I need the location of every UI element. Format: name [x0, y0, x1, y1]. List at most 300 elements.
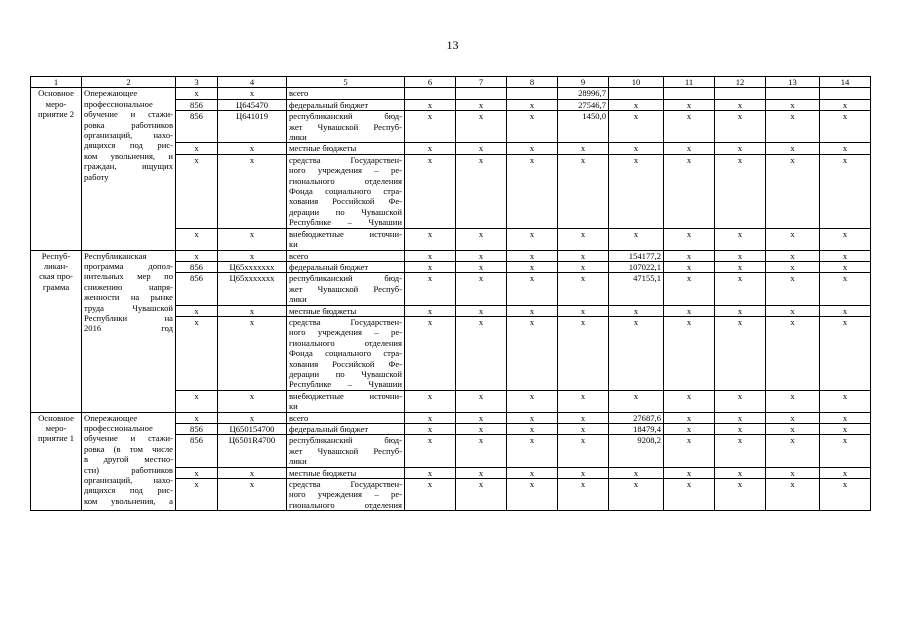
- program-description-cell: [82, 412, 176, 511]
- value-cell-col-7: х: [456, 228, 507, 250]
- funding-source-cell-line: Фонда социального стра-: [289, 186, 402, 197]
- program-description-cell-line: нительных мер по: [84, 271, 173, 282]
- funding-source-cell-line: федеральный бюджет: [289, 99, 369, 110]
- budget-code-cell: Ц6501R4700: [218, 435, 287, 467]
- funding-source-cell-line: ного учреждения – ре-: [289, 165, 402, 176]
- value-cell-col-11: х: [664, 154, 715, 228]
- program-description-cell-line: в другой местно-: [84, 454, 173, 465]
- value-cell-col-6: х: [405, 261, 456, 272]
- value-cell-col-8: х: [507, 99, 558, 110]
- value-cell-col-12: х: [715, 154, 766, 228]
- value-cell-col-9: 27546,7: [558, 99, 609, 110]
- value-cell-col-14: х: [820, 412, 871, 423]
- value-cell-col-14: х: [820, 305, 871, 316]
- program-name-cell: [31, 412, 82, 511]
- ministry-code-cell: х: [176, 228, 218, 250]
- value-cell-col-11: х: [664, 316, 715, 390]
- value-cell-col-7: х: [456, 261, 507, 272]
- column-number-11: 11: [664, 77, 715, 88]
- funding-source-cell-line: лики: [289, 294, 307, 305]
- program-name-cell-line: ликан-: [43, 260, 69, 271]
- program-description-cell-line: работу: [84, 171, 109, 182]
- column-number-14: 14: [820, 77, 871, 88]
- column-number-row: [31, 77, 871, 88]
- budget-code-cell: х: [218, 143, 287, 154]
- column-number-13: 13: [766, 77, 820, 88]
- value-cell-col-11: х: [664, 250, 715, 261]
- funding-source-cell-line: лики: [289, 456, 307, 467]
- program-name-cell-line: грамма: [42, 281, 70, 292]
- value-cell-col-8: х: [507, 305, 558, 316]
- funding-source-cell-line: внебюджетные источни-: [289, 228, 402, 239]
- value-cell-col-13: х: [766, 111, 820, 143]
- value-cell-col-9: х: [558, 228, 609, 250]
- value-cell-col-13: [766, 88, 820, 99]
- ministry-code-cell: х: [176, 88, 218, 99]
- value-cell-col-11: х: [664, 111, 715, 143]
- value-cell-col-14: х: [820, 228, 871, 250]
- value-cell-col-12: х: [715, 467, 766, 478]
- column-number-8: 8: [507, 77, 558, 88]
- value-cell-col-13: х: [766, 305, 820, 316]
- value-cell-col-13: х: [766, 435, 820, 467]
- column-number-1: 1: [31, 77, 82, 88]
- value-cell-col-7: [456, 88, 507, 99]
- value-cell-col-10: х: [609, 467, 664, 478]
- value-cell-col-6: х: [405, 250, 456, 261]
- funding-source-cell-line: всего: [289, 88, 309, 99]
- program-description-cell-line: программа допол-: [84, 260, 173, 271]
- value-cell-col-6: х: [405, 99, 456, 110]
- budget-code-cell: Ц645470: [218, 99, 287, 110]
- value-cell-col-8: [507, 88, 558, 99]
- value-cell-col-10: 18479,4: [609, 424, 664, 435]
- ministry-code-cell: 856: [176, 273, 218, 305]
- value-cell-col-14: х: [820, 390, 871, 412]
- program-description-cell-line: обучение и стажи-: [84, 433, 173, 444]
- value-cell-col-12: х: [715, 412, 766, 423]
- budget-code-cell: х: [218, 479, 287, 511]
- value-cell-col-13: х: [766, 316, 820, 390]
- funding-source-cell: [287, 88, 405, 99]
- value-cell-col-10: х: [609, 143, 664, 154]
- value-cell-col-12: х: [715, 390, 766, 412]
- value-cell-col-9: х: [558, 261, 609, 272]
- value-cell-col-13: х: [766, 424, 820, 435]
- ministry-code-cell: х: [176, 250, 218, 261]
- funding-source-cell: [287, 316, 405, 390]
- funding-source-cell-line: республиканский бюд-: [289, 435, 402, 446]
- value-cell-col-11: х: [664, 99, 715, 110]
- ministry-code-cell: х: [176, 305, 218, 316]
- funding-source-cell: [287, 479, 405, 511]
- column-number-2: 2: [82, 77, 176, 88]
- value-cell-col-6: х: [405, 143, 456, 154]
- value-cell-col-7: х: [456, 479, 507, 511]
- budget-code-cell: х: [218, 250, 287, 261]
- program-description-cell-line: ровка (в том числе: [84, 443, 173, 454]
- value-cell-col-6: х: [405, 435, 456, 467]
- value-cell-col-9: х: [558, 412, 609, 423]
- value-cell-col-7: х: [456, 154, 507, 228]
- value-cell-col-7: х: [456, 316, 507, 390]
- funding-source-cell: [287, 390, 405, 412]
- funding-source-cell: [287, 424, 405, 435]
- ministry-code-cell: 856: [176, 261, 218, 272]
- program-description-cell-line: дящихся под рис-: [84, 140, 173, 151]
- value-cell-col-8: х: [507, 390, 558, 412]
- program-description-cell-line: ком увольнения, и: [84, 150, 173, 161]
- value-cell-col-7: х: [456, 99, 507, 110]
- value-cell-col-12: х: [715, 435, 766, 467]
- value-cell-col-14: х: [820, 435, 871, 467]
- value-cell-col-13: х: [766, 390, 820, 412]
- funding-source-cell-line: внебюджетные источни-: [289, 390, 402, 401]
- value-cell-col-9: х: [558, 316, 609, 390]
- value-cell-col-13: х: [766, 479, 820, 511]
- table-row: [31, 88, 871, 99]
- budget-code-cell: х: [218, 305, 287, 316]
- program-name-cell-line: Респуб-: [41, 250, 71, 261]
- program-description-cell-line: снижению напря-: [84, 281, 173, 292]
- value-cell-col-9: х: [558, 390, 609, 412]
- value-cell-col-6: х: [405, 479, 456, 511]
- value-cell-col-10: х: [609, 99, 664, 110]
- funding-source-cell-line: гионального отделения: [289, 499, 402, 510]
- program-description-cell-line: 2016 год: [84, 323, 173, 334]
- funding-source-cell-line: Фонда социального стра-: [289, 348, 402, 359]
- value-cell-col-12: х: [715, 111, 766, 143]
- value-cell-col-6: х: [405, 316, 456, 390]
- table-row: [31, 412, 871, 423]
- value-cell-col-6: х: [405, 467, 456, 478]
- value-cell-col-10: х: [609, 111, 664, 143]
- value-cell-col-8: х: [507, 154, 558, 228]
- ministry-code-cell: х: [176, 412, 218, 423]
- column-number-6: 6: [405, 77, 456, 88]
- funding-source-cell-line: ного учреждения – ре-: [289, 489, 402, 500]
- value-cell-col-9: х: [558, 250, 609, 261]
- value-cell-col-13: х: [766, 250, 820, 261]
- program-name-cell-line: приятие 2: [37, 109, 75, 120]
- value-cell-col-8: х: [507, 412, 558, 423]
- funding-source-cell-line: дерации по Чувашской: [289, 206, 402, 217]
- funding-source-cell-line: Республике – Чувашии: [289, 379, 402, 390]
- value-cell-col-10: х: [609, 479, 664, 511]
- program-description-cell-line: Республики на: [84, 312, 173, 323]
- column-number-3: 3: [176, 77, 218, 88]
- value-cell-col-10: 154177,2: [609, 250, 664, 261]
- program-description-cell-line: Опережающее: [84, 88, 138, 99]
- funding-source-cell-line: средства Государствен-: [289, 479, 402, 490]
- value-cell-col-6: х: [405, 305, 456, 316]
- column-number-12: 12: [715, 77, 766, 88]
- value-cell-col-14: х: [820, 143, 871, 154]
- value-cell-col-10: х: [609, 390, 664, 412]
- funding-source-cell-line: гионального отделения: [289, 337, 402, 348]
- funding-source-cell-line: всего: [289, 250, 309, 261]
- value-cell-col-14: х: [820, 316, 871, 390]
- funding-source-cell-line: жет Чувашской Респуб-: [289, 283, 402, 294]
- column-number-5: 5: [287, 77, 405, 88]
- funding-source-cell: [287, 305, 405, 316]
- funding-source-cell-line: гионального отделения: [289, 175, 402, 186]
- budget-code-cell: Ц641019: [218, 111, 287, 143]
- value-cell-col-7: х: [456, 111, 507, 143]
- value-cell-col-7: х: [456, 273, 507, 305]
- value-cell-col-14: х: [820, 154, 871, 228]
- value-cell-col-6: х: [405, 111, 456, 143]
- value-cell-col-12: х: [715, 261, 766, 272]
- funding-source-cell-line: федеральный бюджет: [289, 261, 369, 272]
- funding-source-cell-line: средства Государствен-: [289, 154, 402, 165]
- value-cell-col-7: х: [456, 435, 507, 467]
- value-cell-col-6: х: [405, 390, 456, 412]
- value-cell-col-11: х: [664, 412, 715, 423]
- value-cell-col-13: х: [766, 154, 820, 228]
- value-cell-col-6: х: [405, 228, 456, 250]
- value-cell-col-10: х: [609, 228, 664, 250]
- value-cell-col-12: [715, 88, 766, 99]
- value-cell-col-11: х: [664, 435, 715, 467]
- value-cell-col-6: х: [405, 273, 456, 305]
- program-name-cell: [31, 250, 82, 412]
- value-cell-col-9: 28996,7: [558, 88, 609, 99]
- ministry-code-cell: х: [176, 467, 218, 478]
- budget-code-cell: х: [218, 316, 287, 390]
- program-description-cell-line: граждан, ищущих: [84, 161, 173, 172]
- value-cell-col-10: х: [609, 154, 664, 228]
- budget-code-cell: х: [218, 88, 287, 99]
- value-cell-col-6: х: [405, 412, 456, 423]
- table-row: [31, 250, 871, 261]
- value-cell-col-9: х: [558, 479, 609, 511]
- ministry-code-cell: х: [176, 479, 218, 511]
- funding-source-cell: [287, 261, 405, 272]
- value-cell-col-9: 1450,0: [558, 111, 609, 143]
- value-cell-col-8: х: [507, 316, 558, 390]
- value-cell-col-12: х: [715, 479, 766, 511]
- value-cell-col-8: х: [507, 467, 558, 478]
- program-description-cell-line: профессиональное: [84, 98, 153, 109]
- value-cell-col-11: [664, 88, 715, 99]
- value-cell-col-14: х: [820, 111, 871, 143]
- funding-source-cell: [287, 111, 405, 143]
- page-number: 13: [446, 38, 459, 52]
- funding-source-cell-line: ки: [289, 401, 298, 412]
- program-description-cell: [82, 88, 176, 250]
- value-cell-col-6: [405, 88, 456, 99]
- program-description-cell-line: труда Чувашской: [84, 302, 173, 313]
- budget-code-cell: Ц65ххххххх: [218, 261, 287, 272]
- value-cell-col-11: х: [664, 390, 715, 412]
- program-description-cell-line: ровка работников: [84, 119, 173, 130]
- value-cell-col-14: [820, 88, 871, 99]
- value-cell-col-13: х: [766, 467, 820, 478]
- program-name-cell-line: ская про-: [39, 271, 73, 282]
- value-cell-col-10: х: [609, 305, 664, 316]
- program-description-cell-line: Республиканская: [84, 250, 147, 261]
- value-cell-col-9: х: [558, 435, 609, 467]
- ministry-code-cell: 856: [176, 99, 218, 110]
- program-description-cell-line: профессиональное: [84, 423, 153, 433]
- value-cell-col-7: х: [456, 390, 507, 412]
- funding-source-cell-line: хования Российской Фе-: [289, 358, 402, 369]
- value-cell-col-11: х: [664, 479, 715, 511]
- ministry-code-cell: 856: [176, 424, 218, 435]
- program-name-cell-line: Основное: [38, 412, 74, 423]
- value-cell-col-9: х: [558, 154, 609, 228]
- program-description-cell-line: сти) работников: [84, 464, 173, 475]
- program-description-cell-line: ком увольнения, а: [84, 495, 173, 506]
- value-cell-col-13: х: [766, 228, 820, 250]
- value-cell-col-12: х: [715, 273, 766, 305]
- funding-source-cell-line: федеральный бюджет: [289, 424, 369, 434]
- program-name-cell-line: меро-: [45, 98, 67, 109]
- funding-source-cell: [287, 154, 405, 228]
- budget-table: [30, 76, 871, 511]
- program-name-cell: [31, 88, 82, 250]
- ministry-code-cell: х: [176, 316, 218, 390]
- column-number-7: 7: [456, 77, 507, 88]
- funding-source-cell-line: жет Чувашской Респуб-: [289, 445, 402, 456]
- program-description-cell-line: организаций, нахо-: [84, 130, 173, 141]
- value-cell-col-8: х: [507, 435, 558, 467]
- funding-source-cell-line: республиканский бюд-: [289, 273, 402, 284]
- value-cell-col-8: х: [507, 250, 558, 261]
- column-number-4: 4: [218, 77, 287, 88]
- value-cell-col-11: х: [664, 273, 715, 305]
- value-cell-col-10: [609, 88, 664, 99]
- value-cell-col-14: х: [820, 273, 871, 305]
- funding-source-cell: [287, 99, 405, 110]
- value-cell-col-9: х: [558, 143, 609, 154]
- value-cell-col-14: х: [820, 99, 871, 110]
- ministry-code-cell: х: [176, 154, 218, 228]
- ministry-code-cell: 856: [176, 435, 218, 467]
- funding-source-cell-line: жет Чувашской Респуб-: [289, 121, 402, 132]
- value-cell-col-9: х: [558, 273, 609, 305]
- value-cell-col-8: х: [507, 273, 558, 305]
- funding-source-cell-line: ки: [289, 239, 298, 250]
- value-cell-col-12: х: [715, 99, 766, 110]
- value-cell-col-8: х: [507, 479, 558, 511]
- value-cell-col-12: х: [715, 305, 766, 316]
- value-cell-col-8: х: [507, 111, 558, 143]
- funding-source-cell: [287, 412, 405, 423]
- value-cell-col-11: х: [664, 143, 715, 154]
- value-cell-col-13: х: [766, 261, 820, 272]
- program-name-cell-line: Основное: [38, 88, 74, 99]
- budget-code-cell: Ц650154700: [218, 424, 287, 435]
- budget-code-cell: х: [218, 228, 287, 250]
- value-cell-col-12: х: [715, 250, 766, 261]
- value-cell-col-10: х: [609, 316, 664, 390]
- program-name-cell-line: меро-: [45, 423, 67, 433]
- budget-code-cell: х: [218, 412, 287, 423]
- value-cell-col-7: х: [456, 250, 507, 261]
- funding-source-cell-line: местные бюджеты: [289, 305, 357, 316]
- value-cell-col-9: х: [558, 305, 609, 316]
- funding-source-cell-line: Республике – Чувашии: [289, 217, 402, 228]
- funding-source-cell-line: республиканский бюд-: [289, 111, 402, 122]
- funding-source-cell: [287, 250, 405, 261]
- value-cell-col-14: х: [820, 424, 871, 435]
- value-cell-col-13: х: [766, 143, 820, 154]
- budget-code-cell: х: [218, 390, 287, 412]
- value-cell-col-10: 9208,2: [609, 435, 664, 467]
- budget-code-cell: х: [218, 154, 287, 228]
- program-description-cell-line: Опережающее: [84, 412, 138, 423]
- value-cell-col-7: х: [456, 424, 507, 435]
- funding-source-cell: [287, 435, 405, 467]
- value-cell-col-10: 47155,1: [609, 273, 664, 305]
- program-description-cell-line: обучение и стажи-: [84, 109, 173, 120]
- budget-code-cell: х: [218, 467, 287, 478]
- value-cell-col-7: х: [456, 412, 507, 423]
- value-cell-col-13: х: [766, 273, 820, 305]
- funding-source-cell: [287, 467, 405, 478]
- budget-code-cell: Ц65ххххххх: [218, 273, 287, 305]
- value-cell-col-11: х: [664, 228, 715, 250]
- value-cell-col-10: 27687,6: [609, 412, 664, 423]
- value-cell-col-13: х: [766, 412, 820, 423]
- value-cell-col-12: х: [715, 143, 766, 154]
- value-cell-col-12: х: [715, 228, 766, 250]
- funding-source-cell-line: ного учреждения – ре-: [289, 327, 402, 338]
- value-cell-col-11: х: [664, 261, 715, 272]
- value-cell-col-7: х: [456, 305, 507, 316]
- value-cell-col-12: х: [715, 424, 766, 435]
- ministry-code-cell: х: [176, 390, 218, 412]
- program-description-cell-line: организаций, нахо-: [84, 475, 173, 486]
- value-cell-col-9: х: [558, 424, 609, 435]
- value-cell-col-11: х: [664, 305, 715, 316]
- value-cell-col-11: х: [664, 424, 715, 435]
- program-description-cell-line: дящихся под рис-: [84, 485, 173, 496]
- funding-source-cell: [287, 273, 405, 305]
- funding-source-cell-line: хования Российской Фе-: [289, 196, 402, 207]
- column-number-10: 10: [609, 77, 664, 88]
- value-cell-col-8: х: [507, 228, 558, 250]
- funding-source-cell: [287, 228, 405, 250]
- funding-source-cell-line: местные бюджеты: [289, 143, 357, 154]
- column-number-9: 9: [558, 77, 609, 88]
- value-cell-col-14: х: [820, 467, 871, 478]
- value-cell-col-13: х: [766, 99, 820, 110]
- value-cell-col-6: х: [405, 424, 456, 435]
- value-cell-col-11: х: [664, 467, 715, 478]
- value-cell-col-8: х: [507, 143, 558, 154]
- funding-source-cell-line: средства Государствен-: [289, 316, 402, 327]
- value-cell-col-7: х: [456, 143, 507, 154]
- program-name-cell-line: приятие 1: [37, 433, 75, 444]
- funding-source-cell-line: всего: [289, 412, 309, 423]
- funding-source-cell: [287, 143, 405, 154]
- value-cell-col-8: х: [507, 424, 558, 435]
- value-cell-col-12: х: [715, 316, 766, 390]
- funding-source-cell-line: местные бюджеты: [289, 467, 357, 478]
- funding-source-cell-line: дерации по Чувашской: [289, 368, 402, 379]
- program-description-cell: [82, 250, 176, 412]
- ministry-code-cell: 856: [176, 111, 218, 143]
- value-cell-col-7: х: [456, 467, 507, 478]
- value-cell-col-8: х: [507, 261, 558, 272]
- value-cell-col-14: х: [820, 261, 871, 272]
- value-cell-col-9: х: [558, 467, 609, 478]
- funding-source-cell-line: лики: [289, 132, 307, 143]
- value-cell-col-10: 107022,1: [609, 261, 664, 272]
